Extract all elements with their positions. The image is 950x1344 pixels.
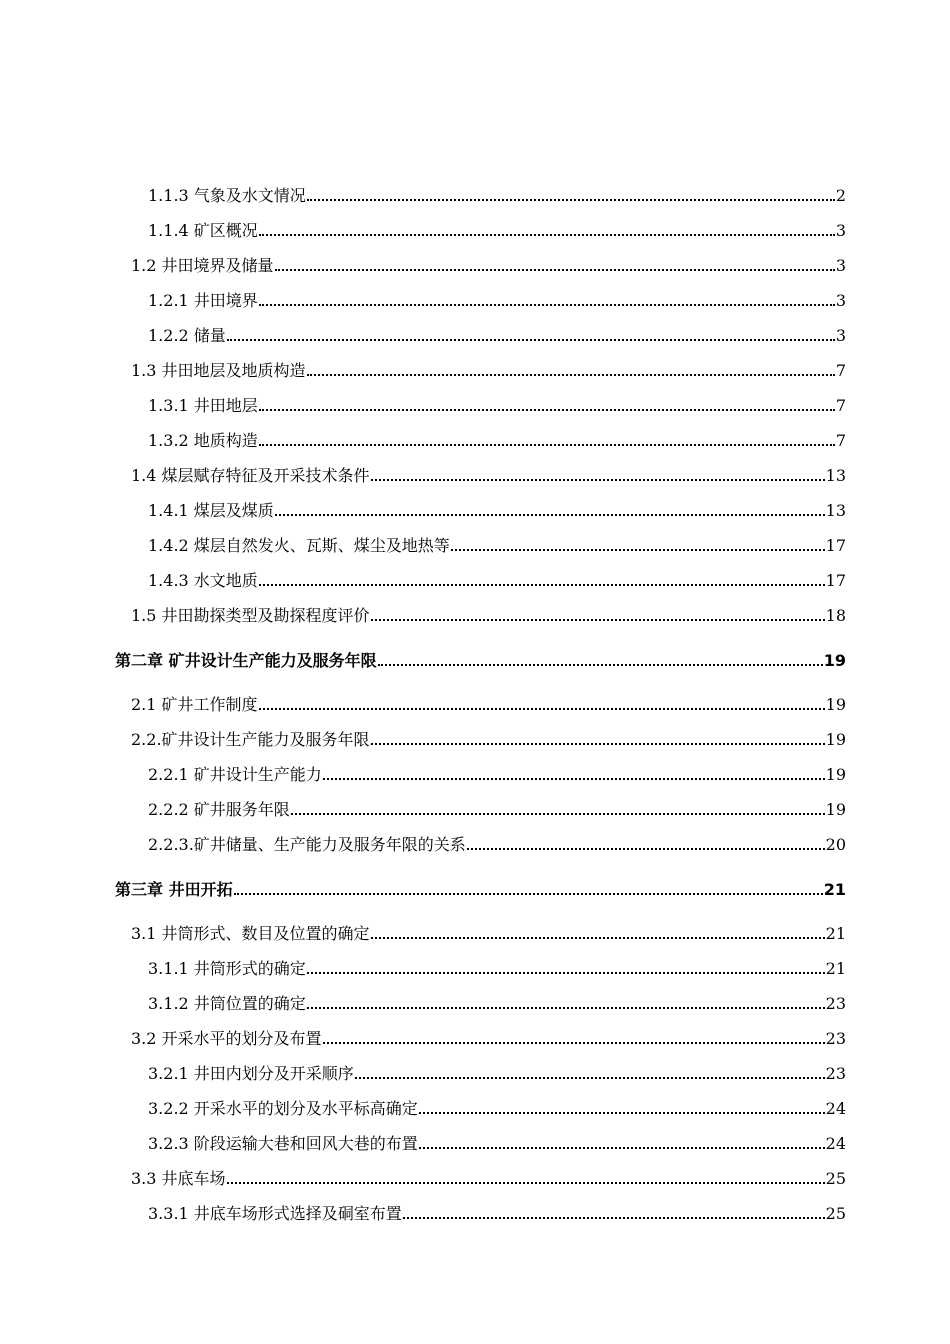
toc-entry-page-number: 7 bbox=[835, 396, 846, 415]
toc-entry[interactable] bbox=[148, 287, 846, 311]
toc-entry-page-number: 25 bbox=[825, 1169, 846, 1188]
dot-leader bbox=[371, 743, 825, 745]
toc-entry-page-number: 19 bbox=[825, 765, 846, 784]
toc-entry[interactable] bbox=[131, 726, 846, 750]
toc-entry[interactable] bbox=[148, 1200, 846, 1224]
toc-entry-page-number: 21 bbox=[825, 959, 846, 978]
toc-entry-page-number: 19 bbox=[823, 651, 846, 670]
dot-leader bbox=[307, 1007, 825, 1009]
toc-entry[interactable] bbox=[131, 1165, 846, 1189]
toc-entry[interactable] bbox=[131, 357, 846, 381]
dot-leader bbox=[371, 479, 825, 481]
toc-entry-title: 3.2.3 阶段运输大巷和回风大巷的布置 bbox=[148, 1134, 418, 1153]
dot-leader bbox=[259, 444, 835, 446]
toc-entry[interactable] bbox=[131, 252, 846, 276]
toc-entry-title: 第二章 矿井设计生产能力及服务年限 bbox=[115, 651, 377, 670]
toc-entry-title: 2.2.矿井设计生产能力及服务年限 bbox=[131, 730, 370, 749]
toc-entry-page-number: 13 bbox=[825, 501, 846, 520]
dot-leader bbox=[323, 1042, 825, 1044]
toc-entry-page-number: 3 bbox=[835, 221, 846, 240]
toc-entry[interactable] bbox=[148, 322, 846, 346]
toc-entry-title: 3.1 井筒形式、数目及位置的确定 bbox=[131, 924, 370, 943]
toc-entry[interactable] bbox=[148, 1095, 846, 1119]
toc-entry-title: 1.2.2 储量 bbox=[148, 326, 226, 345]
toc-entry[interactable] bbox=[131, 1025, 846, 1049]
dot-leader bbox=[378, 664, 823, 666]
dot-leader bbox=[419, 1147, 825, 1149]
toc-entry-page-number: 21 bbox=[825, 924, 846, 943]
dot-leader bbox=[371, 937, 825, 939]
toc-entry-page-number: 7 bbox=[835, 431, 846, 450]
dot-leader bbox=[355, 1077, 825, 1079]
toc-entry-title: 1.3 井田地层及地质构造 bbox=[131, 361, 306, 380]
toc-entry[interactable] bbox=[148, 955, 846, 979]
toc-entry[interactable] bbox=[148, 427, 846, 451]
toc-entry[interactable] bbox=[131, 691, 846, 715]
toc-entry[interactable] bbox=[148, 1060, 846, 1084]
toc-entry-title: 1.2.1 井田境界 bbox=[148, 291, 258, 310]
toc-entry-title: 2.2.2 矿井服务年限 bbox=[148, 800, 290, 819]
toc-entry-title: 3.1.1 井筒形式的确定 bbox=[148, 959, 306, 978]
dot-leader bbox=[307, 199, 835, 201]
dot-leader bbox=[371, 619, 825, 621]
dot-leader bbox=[259, 584, 825, 586]
toc-entry-page-number: 19 bbox=[825, 730, 846, 749]
toc-entry-page-number: 23 bbox=[825, 994, 846, 1013]
toc-entry-title: 1.3.1 井田地层 bbox=[148, 396, 258, 415]
toc-entry-title: 1.5 井田勘探类型及勘探程度评价 bbox=[131, 606, 370, 625]
toc-entry-title: 3.2.2 开采水平的划分及水平标高确定 bbox=[148, 1099, 418, 1118]
toc-entry-page-number: 23 bbox=[825, 1029, 846, 1048]
toc-entry[interactable] bbox=[148, 497, 846, 521]
toc-entry-title: 1.4 煤层赋存特征及开采技术条件 bbox=[131, 466, 370, 485]
toc-chapter-entry[interactable] bbox=[115, 647, 846, 671]
toc-entry-page-number: 19 bbox=[825, 800, 846, 819]
toc-entry-title: 1.4.1 煤层及煤质 bbox=[148, 501, 274, 520]
toc-entry-title: 2.2.3.矿井储量、生产能力及服务年限的关系 bbox=[148, 835, 466, 854]
toc-entry[interactable] bbox=[148, 796, 846, 820]
dot-leader bbox=[227, 339, 835, 341]
dot-leader bbox=[275, 514, 825, 516]
toc-entry-page-number: 3 bbox=[835, 326, 846, 345]
toc-entry-page-number: 13 bbox=[825, 466, 846, 485]
toc-entry-page-number: 21 bbox=[823, 880, 846, 899]
dot-leader bbox=[227, 1182, 825, 1184]
toc-entry[interactable] bbox=[148, 831, 846, 855]
toc-entry-title: 3.3.1 井底车场形式选择及硐室布置 bbox=[148, 1204, 402, 1223]
toc-entry-title: 1.2 井田境界及储量 bbox=[131, 256, 274, 275]
toc-entry-title: 3.2 开采水平的划分及布置 bbox=[131, 1029, 322, 1048]
toc-entry[interactable] bbox=[131, 920, 846, 944]
toc-entry-page-number: 17 bbox=[825, 536, 846, 555]
dot-leader bbox=[307, 374, 835, 376]
toc-entry-title: 1.4.3 水文地质 bbox=[148, 571, 258, 590]
toc-entry-page-number: 17 bbox=[825, 571, 846, 590]
toc-entry[interactable] bbox=[148, 990, 846, 1014]
dot-leader bbox=[323, 778, 825, 780]
dot-leader bbox=[451, 549, 825, 551]
toc-entry-title: 3.1.2 井筒位置的确定 bbox=[148, 994, 306, 1013]
dot-leader bbox=[291, 813, 825, 815]
dot-leader bbox=[307, 972, 825, 974]
toc-entry-page-number: 2 bbox=[835, 186, 846, 205]
dot-leader bbox=[259, 234, 835, 236]
dot-leader bbox=[259, 708, 825, 710]
toc-entry-page-number: 20 bbox=[825, 835, 846, 854]
toc-chapter-entry[interactable] bbox=[115, 876, 846, 900]
toc-entry-page-number: 23 bbox=[825, 1064, 846, 1083]
toc-entry-page-number: 18 bbox=[825, 606, 846, 625]
toc-entry[interactable] bbox=[148, 761, 846, 785]
toc-entry-title: 1.4.2 煤层自然发火、瓦斯、煤尘及地热等 bbox=[148, 536, 450, 555]
toc-entry-title: 3.3 井底车场 bbox=[131, 1169, 226, 1188]
toc-entry-title: 第三章 井田开拓 bbox=[115, 880, 233, 899]
toc-entry[interactable] bbox=[148, 182, 846, 206]
toc-entry-title: 2.1 矿井工作制度 bbox=[131, 695, 258, 714]
toc-entry-title: 1.1.4 矿区概况 bbox=[148, 221, 258, 240]
dot-leader bbox=[419, 1112, 825, 1114]
dot-leader bbox=[259, 409, 835, 411]
toc-entry-page-number: 25 bbox=[825, 1204, 846, 1223]
dot-leader bbox=[467, 848, 825, 850]
dot-leader bbox=[275, 269, 835, 271]
toc-entry-page-number: 3 bbox=[835, 256, 846, 275]
toc-entry-page-number: 24 bbox=[825, 1134, 846, 1153]
toc-entry-title: 2.2.1 矿井设计生产能力 bbox=[148, 765, 322, 784]
toc-entry-page-number: 7 bbox=[835, 361, 846, 380]
toc-entry[interactable] bbox=[148, 392, 846, 416]
dot-leader bbox=[234, 893, 823, 895]
toc-entry-title: 1.3.2 地质构造 bbox=[148, 431, 258, 450]
toc-entry[interactable] bbox=[148, 217, 846, 241]
toc-entry-page-number: 3 bbox=[835, 291, 846, 310]
dot-leader bbox=[259, 304, 835, 306]
toc-entry-page-number: 19 bbox=[825, 695, 846, 714]
dot-leader bbox=[403, 1217, 825, 1219]
toc-entry[interactable] bbox=[131, 462, 846, 486]
toc-entry[interactable] bbox=[131, 602, 846, 626]
toc-entry[interactable] bbox=[148, 1130, 846, 1154]
toc-entry[interactable] bbox=[148, 567, 846, 591]
toc-entry-title: 3.2.1 井田内划分及开采顺序 bbox=[148, 1064, 354, 1083]
toc-entry[interactable] bbox=[148, 532, 846, 556]
toc-entry-title: 1.1.3 气象及水文情况 bbox=[148, 186, 306, 205]
toc-entry-page-number: 24 bbox=[825, 1099, 846, 1118]
